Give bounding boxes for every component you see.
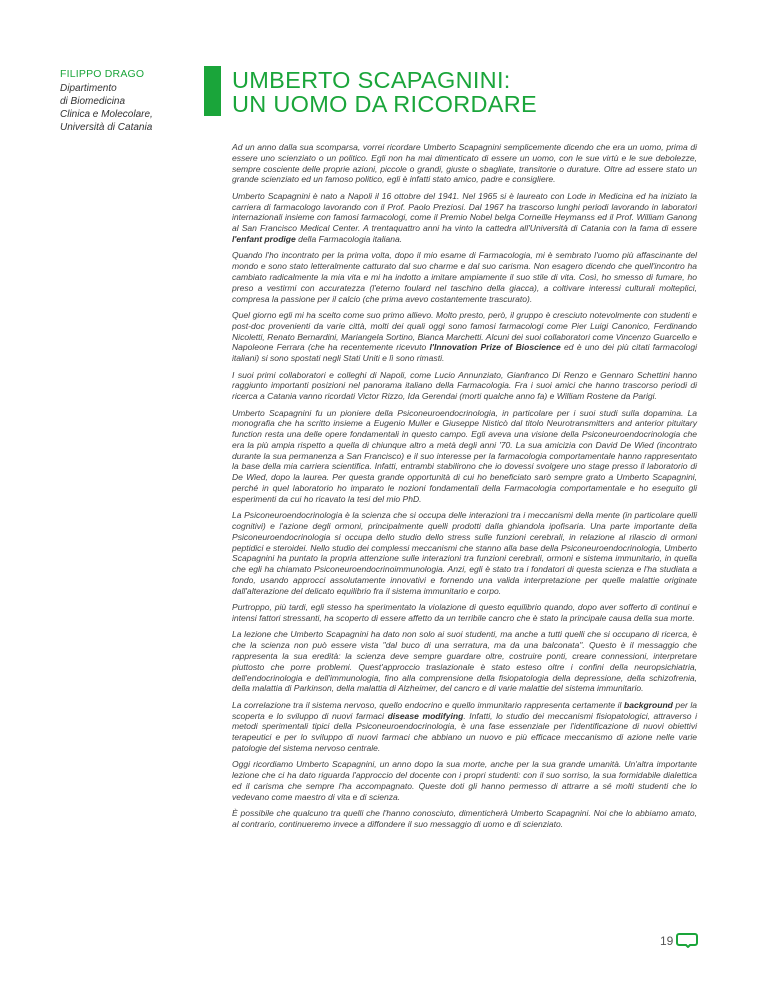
paragraph-text: Umberto Scapagnini è nato a Napoli il 16 ottobre del 1941. Nel 1965 si è laureato con Lode in Medicina ed ha iniziato la carriera di farmacologo lavorando con il Prof. Paolo Preziosi. Dal 1967 ha trascorso lunghi periodi lavorando in laboratori internazionali insieme con famosi farmacologi, come il Premio Nobel belga Corneille Heymanss ed il Prof. William Ganong al San Francisco Medical Center. A trentaquattro anni ha vinto la cattedra all'Università di Catania con la fama di essere [232,190,697,234]
emphasis-text: disease modifying [387,710,464,721]
title-accent-bar [204,66,221,116]
article-title [232,68,652,116]
page-tab-icon [676,933,698,948]
page-number: 19 [660,934,674,948]
paragraph-6: Umberto Scapagnini fu un pioniere della Psiconeuroendocrinologia, in particolare per i suoi studi sulla dopamina. La monografia che ha scritto insieme a Eugenio Muller e Giuseppe Nisticò dal titolo Neurotransmitters and anterior pituitary function resta una delle opere fondamentali in questo campo. Egli aveva una visione della Psiconeuroendocrinologia che era la più ampia rispetto a quella di chiunque altro a metà degli anni '70. La sua amicizia con David De Wied (incontrato durante la sua permanenza a San Francisco) e il suo interesse per la farmacologia comportamentale hanno rappresentato la base della mia carriera scientifica. Infatti, entrambi stabilirono che io dovessi svolgere uno stage presso il laboratorio di De Wied, dopo la laurea. Per questa grande opportunità di cui ho beneficiato sarò sempre grato a Umberto Scapagnini, perché in quel laboratorio ho imparato le nozioni fondamentali della Farmacologia comportamentale e ho eseguito gli esperimenti da cui ho ricavato la tesi del mio PhD. [232,407,697,504]
emphasis-text: l'enfant prodige [232,233,296,244]
paragraph-text: La correlazione tra il sistema nervoso, quello endocrino e quello immunitario rappresenta certamente il [232,699,624,710]
author-affiliation: Dipartimento di Biomedicina Clinica e Molecolare, Università di Catania [60,83,153,133]
paragraph-8: Purtroppo, più tardi, egli stesso ha sperimentato la violazione di questo equilibrio quando, dopo aver sofferto di continui e intensi fattori stressanti, ha scoperto di essere affetto da un terribile cancro che è stato la principale causa della sua morte. [232,602,697,624]
paragraph-9: La lezione che Umberto Scapagnini ha dato non solo ai suoi studenti, ma anche a tutti quelli che si occupano di ricerca, è che la scienza non può essere vista "dal buco di una serratura, ma da una balconata". Questo è il messaggio che rappresenta la sua eredità: la scienza deve sempre guardare oltre, costruire ponti, creare connessioni, interpretare piuttosto che porre problemi. Quest'approccio traslazionale è stato esteso oltre i confini della neuropsichiatria, dell'endocrinologia e dell'immunologia, fino alla comprensione della fisiopatologia della depressione, della schizofrenia, della malattia di Parkinson, della malattia di Alzheimer, del cancro e di varie malattie del sistema immunitario. [232,629,697,694]
emphasis-text: l'Innovation Prize of Bioscience [429,342,561,353]
paragraph-1: Ad un anno dalla sua scomparsa, vorrei ricordare Umberto Scapagnini semplicemente dicendo che era un uomo, prima di essere uno scienziato o un politico. Egli non ha mai dimenticato di essere un uomo, con le sue virtù e le sue debolezze, sempre cosciente delle proprie azioni, piccole o grandi, giuste o sbagliate, transitorie o durature. Oltre ad essere stato un grande scienziato ed un famoso politico, egli è infatti stato amico, padre e consigliere. [232,142,697,185]
paragraph-text: per la scoperta e lo sviluppo di nuovi farmaci [232,699,697,721]
paragraph-12: È possibile che qualcuno tra quelli che l'hanno conosciuto, dimenticherà Umberto Scapagnini. Noi che lo abbiamo amato, al contrario, continueremo invece a diffondere il suo messaggio di uomo e di scienziato. [232,808,697,829]
paragraph-10 [232,700,697,754]
author-block [60,68,180,134]
paragraph-4 [232,310,697,364]
article-body [232,142,697,835]
article-title-line-1: UMBERTO SCAPAGNINI: [232,67,511,93]
paragraph-text: della Farmacologia italiana. [295,233,403,244]
paragraph-5: I suoi primi collaboratori e colleghi di Napoli, come Lucio Annunziato, Gianfranco Di Renzo e Gennaro Schettini hanno raggiunto importanti posizioni nel panorama italiano della Farmacologia. Fra i suoi amici che hanno trascorso periodi di ricerca a Catania vanno ricordati Victor Rizzo, Ida Gerendai (morti qualche anno fa) e William Rostene da Parigi. [232,369,697,402]
paragraph-2 [232,191,697,245]
emphasis-text: background [623,699,673,710]
paragraph-3: Quando l'ho incontrato per la prima volta, dopo il mio esame di Farmacologia, mi è sembrato l'uomo più affascinante del mondo e sono stato letteralmente catturato dal suo charme e dal suo carisma. Non esagero dicendo che quell'incontro ha cambiato radicalmente la mia vita e mi ha indotto a imitare ampiamente il suo stile di vita. Così, ho smesso di fumare, ho preso a vestirmi con accuratezza (l'eterno foulard nel taschino della giacca), a coltivare interessi culturali molteplici, compresa la passione per il calcio (che prima avevo costantemente trascurato). [232,250,697,304]
paragraph-11: Oggi ricordiamo Umberto Scapagnini, un anno dopo la sua morte, anche per la sua grande umanità. Un'altra importante lezione che ci ha dato riguarda l'approccio del docente con i propri studenti: con il suo sorriso, la sua formidabile dialettica ed il carisma che sempre l'ha accompagnato. Queste doti gli hanno permesso di attrarre a sé molti studenti che lo vedevano come maestro di vita e di scienza. [232,759,697,802]
paragraph-7: La Psiconeuroendocrinologia è la scienza che si occupa delle interazioni tra i meccanismi della mente (in particolare quelli cognitivi) e l'azione degli ormoni, principalmente quelli prodotti dalla ghiandola ipofisaria. Una parte importante della Psiconeuroendocrinologia si occupa dello studio dello stress sulle funzioni cerebrali, in relazione al rilascio di ormoni peptidici e steroidei. Nello studio dei complessi meccanismi che stanno alla base della Psiconeuroendocrinologia, Umberto Scapagnini ha puntato la propria attenzione sulle interazioni tra funzioni cerebrali, ormoni e sistema immunitario, in quella che egli ha chiamato Psiconeuroendocrinoimmunologia. Anzi, egli è stato tra i fondatori di questa scienza e l'ha studiata a fondo, usando approcci assolutamente innovativi e fornendo una valida interpretazione per quelle malattie originate dall'alterazione del delicato equilibrio fra il sistema immunitario e corpo. [232,510,697,596]
paragraph-text: Quel giorno egli mi ha scelto come suo primo allievo. Molto presto, però, il gruppo è cresciuto notevolmente con studenti e post-doc provenienti da varie città, molti dei quali oggi sono famosi farmacologi come Pier Luigi Canonico, Ferdinando Nicoletti, Renato Bernardini, Mariangela Sortino, Bianca Marchetti. Alcuni dei suoi collaboratori come Vincenzo Guarcello e Napoleone Ferrara (che ha recentemente ricevuto [232,309,697,353]
article-title-line-2: UN UOMO DA RICORDARE [232,91,537,117]
paragraph-text: ed è uno dei più citati farmacologi italiani) si sono spostati negli Stati Uniti e lì sono rimasti. [232,342,697,364]
paragraph-text: . Infatti, lo studio dei meccanismi fisiopatologici, attraverso i metodi sperimentali tipici della Psiconeuroendocrinologia, è una fase essenziale per l'identificazione di nuovi obiettivi terapeutici e per lo sviluppo di nuovi farmaci che abbiano un nuovo e più efficace meccanismo di azione nelle varie patologie del sistema nervoso centrale. [232,710,698,753]
author-name: FILIPPO DRAGO [60,68,145,80]
